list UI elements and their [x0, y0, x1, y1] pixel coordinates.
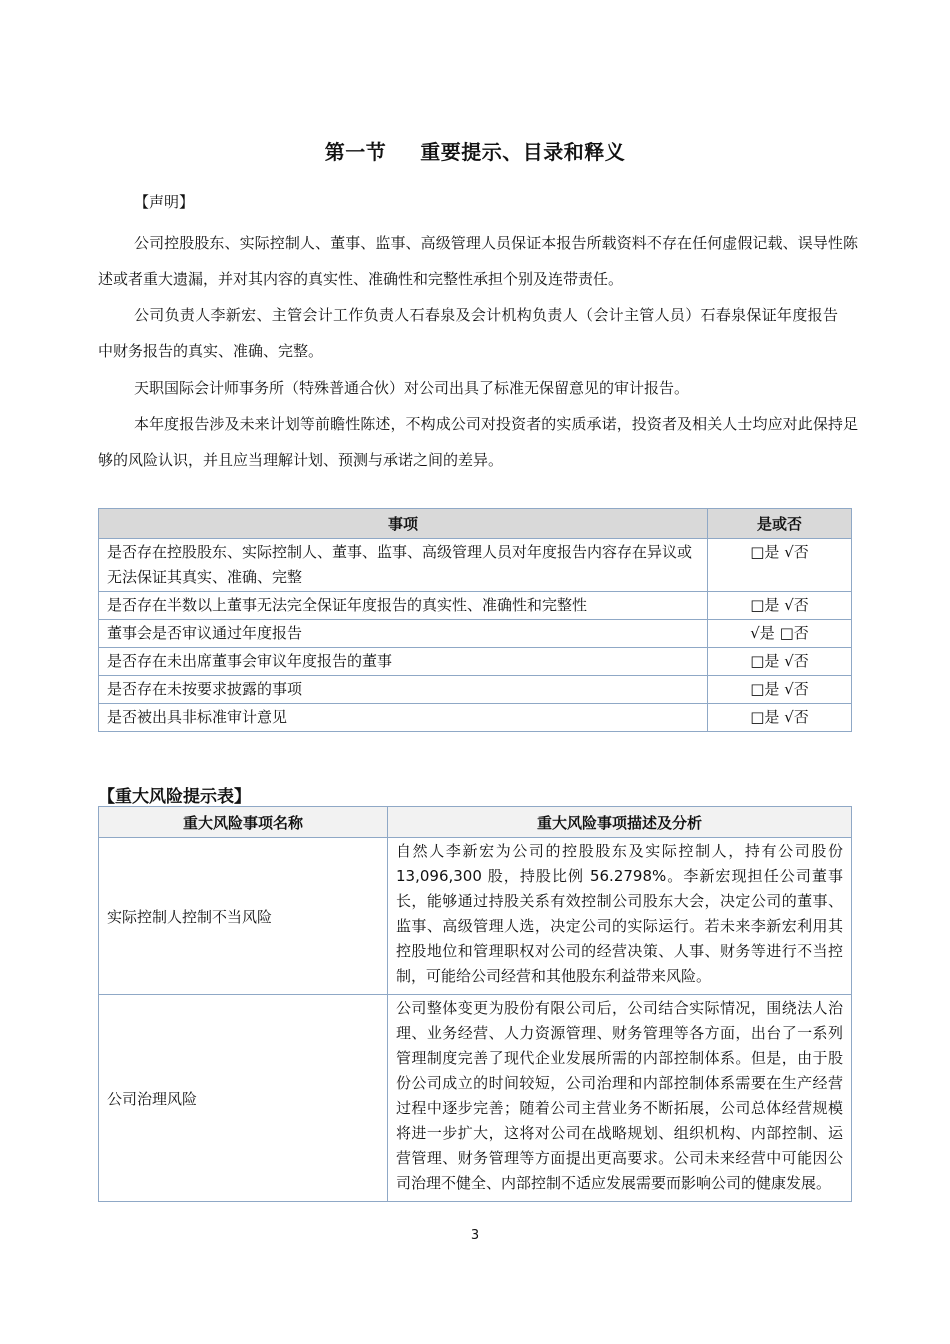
column-header: 是或否	[708, 509, 852, 539]
matter-answer: □是 √否	[708, 592, 852, 620]
risk-description: 自然人李新宏为公司的控股股东及实际控制人，持有公司股份13,096,300 股，持股比例 56.2798%。李新宏现担任公司董事长，能够通过持股关系有效控制公司股东大会，决定公司的董事、监事、高级管理人选，决定公司的实际运行。若未来李新宏利用其控股地位和管理职权对公司的经营决策、人事、财务等进行不当控制，可能给公司经营和其他股东利益带来风险。	[388, 838, 852, 995]
matter-item: 是否被出具非标准审计意见	[99, 704, 708, 732]
column-header: 事项	[99, 509, 708, 539]
table-row	[99, 592, 852, 620]
declaration-paragraph: 公司负责人李新宏、主管会计工作负责人石春泉及会计机构负责人（会计主管人员）石春泉保证年度报告中财务报告的真实、准确、完整。	[98, 306, 838, 360]
section-number: 第一节	[324, 140, 387, 164]
matter-item: 董事会是否审议通过年度报告	[99, 620, 708, 648]
table-row	[99, 539, 852, 592]
risk-name: 公司治理风险	[99, 995, 388, 1202]
table-row	[99, 704, 852, 732]
section-name: 重要提示、目录和释义	[420, 140, 626, 164]
risk-heading: 【重大风险提示表】	[98, 787, 251, 807]
table-header-row	[99, 807, 852, 838]
declaration-paragraph: 天职国际会计师事务所（特殊普通合伙）对公司出具了标准无保留意见的审计报告。	[134, 379, 690, 397]
risk-name: 实际控制人控制不当风险	[99, 838, 388, 995]
matter-answer: □是 √否	[708, 648, 852, 676]
column-header: 重大风险事项名称	[99, 807, 388, 838]
matter-item: 是否存在未按要求披露的事项	[99, 676, 708, 704]
declaration-paragraph: 本年度报告涉及未来计划等前瞻性陈述，不构成公司对投资者的实质承诺，投资者及相关人士均应对此保持足够的风险认识，并且应当理解计划、预测与承诺之间的差异。	[98, 415, 858, 469]
matter-answer: √是 □否	[708, 620, 852, 648]
table-row	[99, 838, 852, 995]
table-row	[99, 648, 852, 676]
table-row	[99, 995, 852, 1202]
risk-description: 公司整体变更为股份有限公司后，公司结合实际情况，围绕法人治理、业务经营、人力资源管理、财务管理等各方面，出台了一系列管理制度完善了现代企业发展所需的内部控制体系。但是，由于股份公司成立的时间较短，公司治理和内部控制体系需要在生产经营过程中逐步完善；随着公司主营业务不断拓展，公司总体经营规模将进一步扩大，这将对公司在战略规划、组织机构、内部控制、运营管理、财务管理等方面提出更高要求。公司未来经营中可能因公司治理不健全、内部控制不适应发展需要而影响公司的健康发展。	[388, 995, 852, 1202]
matter-item: 是否存在半数以上董事无法完全保证年度报告的真实性、准确性和完整性	[99, 592, 708, 620]
table-row	[99, 676, 852, 704]
declaration-heading: 【声明】	[134, 193, 195, 211]
table-row	[99, 620, 852, 648]
matter-item: 是否存在控股股东、实际控制人、董事、监事、高级管理人员对年度报告内容存在异议或无法保证其真实、准确、完整	[99, 539, 708, 592]
matter-answer: □是 √否	[708, 704, 852, 732]
column-header: 重大风险事项描述及分析	[388, 807, 852, 838]
declaration-paragraph: 公司控股股东、实际控制人、董事、监事、高级管理人员保证本报告所载资料不存在任何虚假记载、误导性陈述或者重大遗漏，并对其内容的真实性、准确性和完整性承担个别及连带责任。	[98, 234, 858, 288]
section-title	[0, 136, 950, 165]
matter-answer: □是 √否	[708, 676, 852, 704]
page-number: 3	[470, 1228, 480, 1243]
matter-item: 是否存在未出席董事会审议年度报告的董事	[99, 648, 708, 676]
matter-answer: □是 √否	[708, 539, 852, 592]
matters-table	[98, 508, 852, 732]
table-header-row	[99, 509, 852, 539]
risk-table	[98, 806, 852, 1202]
